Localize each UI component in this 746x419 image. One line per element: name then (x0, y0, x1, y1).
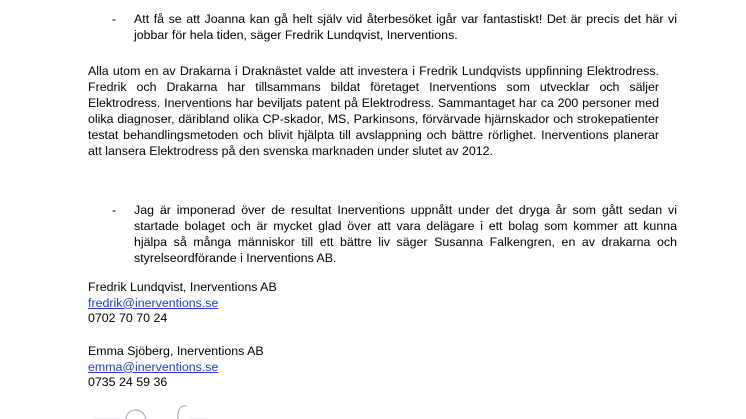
company-logo-icon (90, 404, 210, 419)
quote-bullet-2 (112, 202, 677, 266)
contact-email-link[interactable]: emma@inerventions.se (88, 359, 219, 374)
bullet-dash: - (112, 203, 117, 217)
contact-name: Fredrik Lundqvist, Inerventions AB (88, 280, 277, 294)
body-paragraph: Alla utom en av Drakarna i Draknästet valde att investera i Fredrik Lundqvists uppfinning Elektrodress. Fredrik och Drakarna har tillsammans bildat företaget Inerventions som utvecklar och säljer Elektrodress. Inerventions har beviljats patent på Elektrodress. Sammantaget har ca 200 personer med olika diagnoser, däribland olika CP-skador, MS, Parkinsons, förvärvade hjärnskador och strokepatienter testat behandlingsmetoden och blivit hjälpta till avslappning och bättre rörlighet. Inerventions planerar att lansera Elektrodress på den svenska marknaden under slutet av 2012. (88, 64, 659, 159)
bullet-dash: - (112, 12, 117, 26)
quote-text: Jag är imponerad över de resultat Inerventions uppnått under det dryga år som gått sedan vi startade bolaget och är mycket glad över att vara delägare i ett bolag som kommer att kunna hjälpa så många människor till ett bättre liv säger Susanna Falkengren, en av drakarna och styrelseordförande i Inerventions AB. (134, 203, 677, 265)
quote-text: Att få se att Joanna kan gå helt själv vid återbesöket igår var fantastiskt! Det är precis det här vi jobbar för hela tiden, säger Fredrik Lundqvist, Inerventions. (134, 12, 677, 42)
contact-name: Emma Sjöberg, Inerventions AB (88, 344, 264, 358)
quote-bullet-1 (112, 11, 677, 43)
contact-block-emma (88, 344, 264, 391)
contact-phone: 0702 70 70 24 (88, 311, 168, 326)
contact-email-link[interactable]: fredrik@inerventions.se (88, 295, 219, 310)
contact-block-fredrik (88, 280, 277, 327)
contact-phone: 0735 24 59 36 (88, 375, 168, 390)
